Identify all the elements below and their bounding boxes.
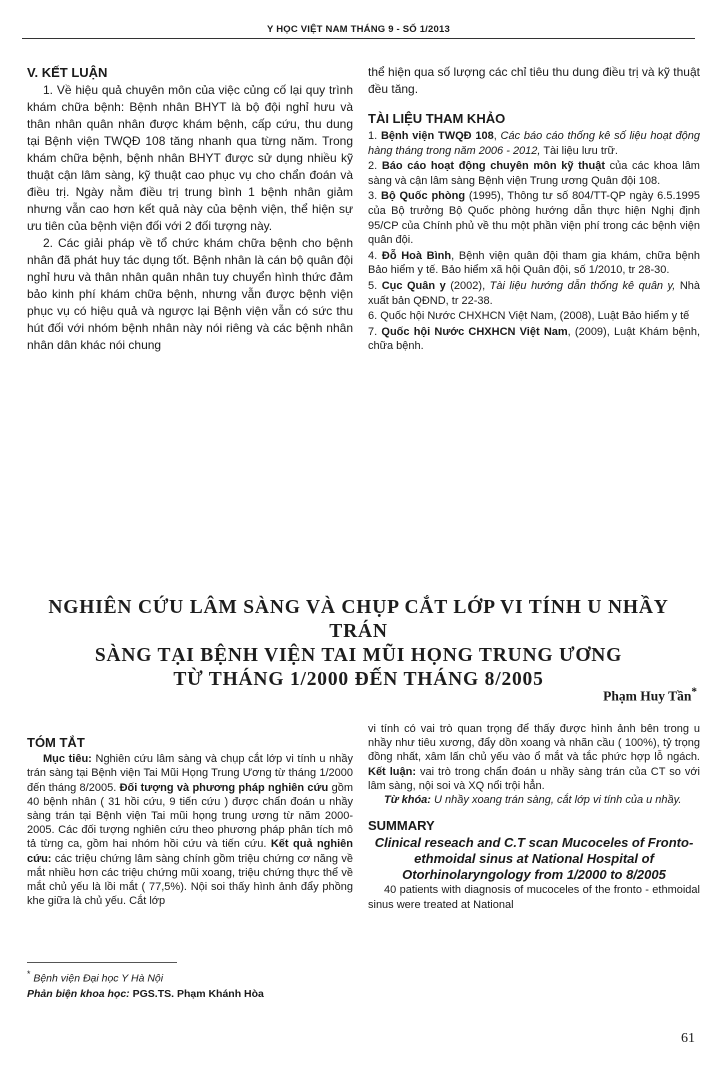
abstract-section [27,736,353,908]
header-rule [22,38,695,39]
references-heading: TÀI LIỆU THAM KHẢO [368,111,506,126]
reference-item: 3. Bộ Quốc phòng (1995), Thông tư số 804/TT-QP ngày 6.5.1995 của Bộ trưởng Bộ Quốc phòng hướng dẫn thực hiện Nghị định 95/CP của Chính phủ về thu một phần viện phí trong các bệnh viện quân đội. [368,190,700,247]
reference-item: 5. Cục Quân y (2002), Tài liệu hướng dẫn thống kê quân y, Nhà xuất bản QĐND, tr 22-38. [368,279,701,307]
abstract-paragraph-continued: vi tính có vai trò quan trọng để thấy được hình ảnh bên trong u nhầy như tiêu xương, đẩy dồn xoang và nhãn cầu ( 100%), tỷ trọng đồng nhất, xâm lấn chủ yếu vào ổ mắt và tắc phức hợp lỗ ngách. Kết luận: vai trò trong chẩn đoán u nhầy sàng trán của CT so với lâm sàng, nội soi và XQ nổi trội hẳn. [368,723,700,792]
author-footnote-mark: * [691,686,697,698]
summary-title: Clinical reseach and C.T scan Mucoceles of Fronto-ethmoidal sinus at National Hospital of Otorhinolaryngology from 1/2000 to 8/2005 [374,835,694,883]
footnote-rule [27,962,177,963]
article-title [30,596,687,692]
abstract-continued-and-summary [368,722,700,912]
summary-paragraph: 40 patients with diagnosis of mucoceles of the fronto - ethmoidal sinus were treated at National [368,884,700,911]
conclusion-paragraph-2-continued: thể hiện qua số lượng các chỉ tiêu thu dung điều trị và kỹ thuật đều tăng. [368,65,700,96]
page-number: 61 [681,1031,695,1046]
reference-item: 7. Quốc hội Nước CHXHCN Việt Nam, (2009), Luật Khám bệnh, chữa bệnh. [368,325,701,353]
reference-item: 2. Báo cáo hoạt động chuyên môn kỹ thuật của các khoa lâm sàng và cận lâm sàng Bệnh viện Trung ương Quân đội 108. [368,160,700,187]
reference-item: 4. Đỗ Hoà Bình, Bệnh viện quân đội tham gia khám, chữa bệnh Bảo hiểm y tế. Bảo hiểm xã hội Quân đội, số 1/2010, tr 28-30. [368,249,700,277]
article-title-line-1: NGHIÊN CỨU LÂM SÀNG VÀ CHỤP CẮT LỚP VI TÍNH U NHẦY TRÁN [48,597,669,642]
abstract-keywords: Từ khóa: U nhầy xoang trán sàng, cắt lớp vi tính của u nhầy. [384,794,682,807]
conclusion-paragraph-1: 1. Về hiệu quả chuyên môn của việc củng cố lại quy trình khám chữa bệnh: Bệnh nhân BHYT là bộ đội nghỉ hưu và thân nhân quân nhân được khám bệnh, cấp cứu, thu dung tại Bệnh viện TWQĐ 108 tăng nhanh qua từng năm. Trong khám chữa bệnh, bệnh nhân BHYT được sử dụng nhiều kỹ thuật cận lâm sàng, kỹ thuật cao phục vụ cho chẩn đoán và điều trị. Ngày nằm điều trị trung bình 1 bệnh nhân giảm nhưng vẫn cao hơn kết quả này của bệnh viện, thể hiện sự ưu tiên của bệnh viện đối với 2 đối tượng này. [27,83,353,233]
footnote [27,967,357,1002]
footnote-reviewer: Phản biện khoa học: PGS.TS. Phạm Khánh Hòa [27,987,264,1000]
reference-item: 1. Bệnh viện TWQĐ 108, Các báo cáo thống kê số liệu hoạt động hàng tháng trong năm 2006 - 2012, Tài liệu lưu trữ. [368,130,701,157]
article-title-line-3: TỪ THÁNG 1/2000 ĐẾN THÁNG 8/2005 [173,669,544,690]
reference-item: 6. Quốc hội Nước CHXHCN Việt Nam, (2008), Luật Bảo hiểm y tế [368,310,690,323]
footnote-affiliation: * Bệnh viện Đại học Y Hà Nội [27,969,164,985]
summary-heading: SUMMARY [368,818,435,834]
conclusion-heading: V. KẾT LUẬN [27,65,108,80]
conclusion-section [27,64,353,354]
running-header: Y HỌC VIỆT NAM THÁNG 9 - SỐ 1/2013 [267,24,450,35]
references-column [368,64,700,355]
article-title-line-2: SÀNG TẠI BỆNH VIỆN TAI MŨI HỌNG TRUNG ƯƠNG [94,645,623,666]
abstract-heading: TÓM TẮT [27,735,85,750]
abstract-paragraph: Mục tiêu: Nghiên cứu lâm sàng và chụp cắt lớp vi tính u nhầy trán sàng tại Bệnh viện Tai Mũi Họng Trung Ương từ tháng 1/2000 đến tháng 8/2005. Đối tượng và phương pháp nghiên cứu gồm 40 bệnh nhân ( 31 hồi cứu, 9 tiến cứu ) được chẩn đoán u nhầy sàng trán tại Bệnh viện Tai mũi họng trung ương từ năm 2000-2005. Các đối tượng nghiên cứu theo phương pháp phân tích mô tả từng ca, gồm hai nhóm hồi cứu và tiến cứu. Kết quả nghiên cứu: các triệu chứng lâm sàng chính gồm triệu chứng cơ năng về mắt nhiều hơn các triệu chứng mũi xoang, triệu chứng thực thể về mắt chủ yếu là lồi mắt ( 77,5%). Nội soi thấy hình ảnh đẩy phồng khe giữa là chủ yếu. Cắt lớp [27,753,354,908]
conclusion-paragraph-2: 2. Các giải pháp về tổ chức khám chữa bệnh cho bệnh nhân đã phát huy tác dụng tốt. Bệnh nhân là cán bộ quân đội nghỉ hưu và thân nhân quân nhân tuy chuyển hình thức đảm bảo kinh phí khám chữa bệnh, nhưng vẫn được bệnh viện phục vụ có hiệu quả và ngược lại Bệnh viện vẫn có sức thu hút đối với nhóm bệnh nhân này nói riêng và các bệnh nhân nhân dân khác nói chung [27,236,353,352]
article-author: Phạm Huy Tần* [603,686,697,704]
